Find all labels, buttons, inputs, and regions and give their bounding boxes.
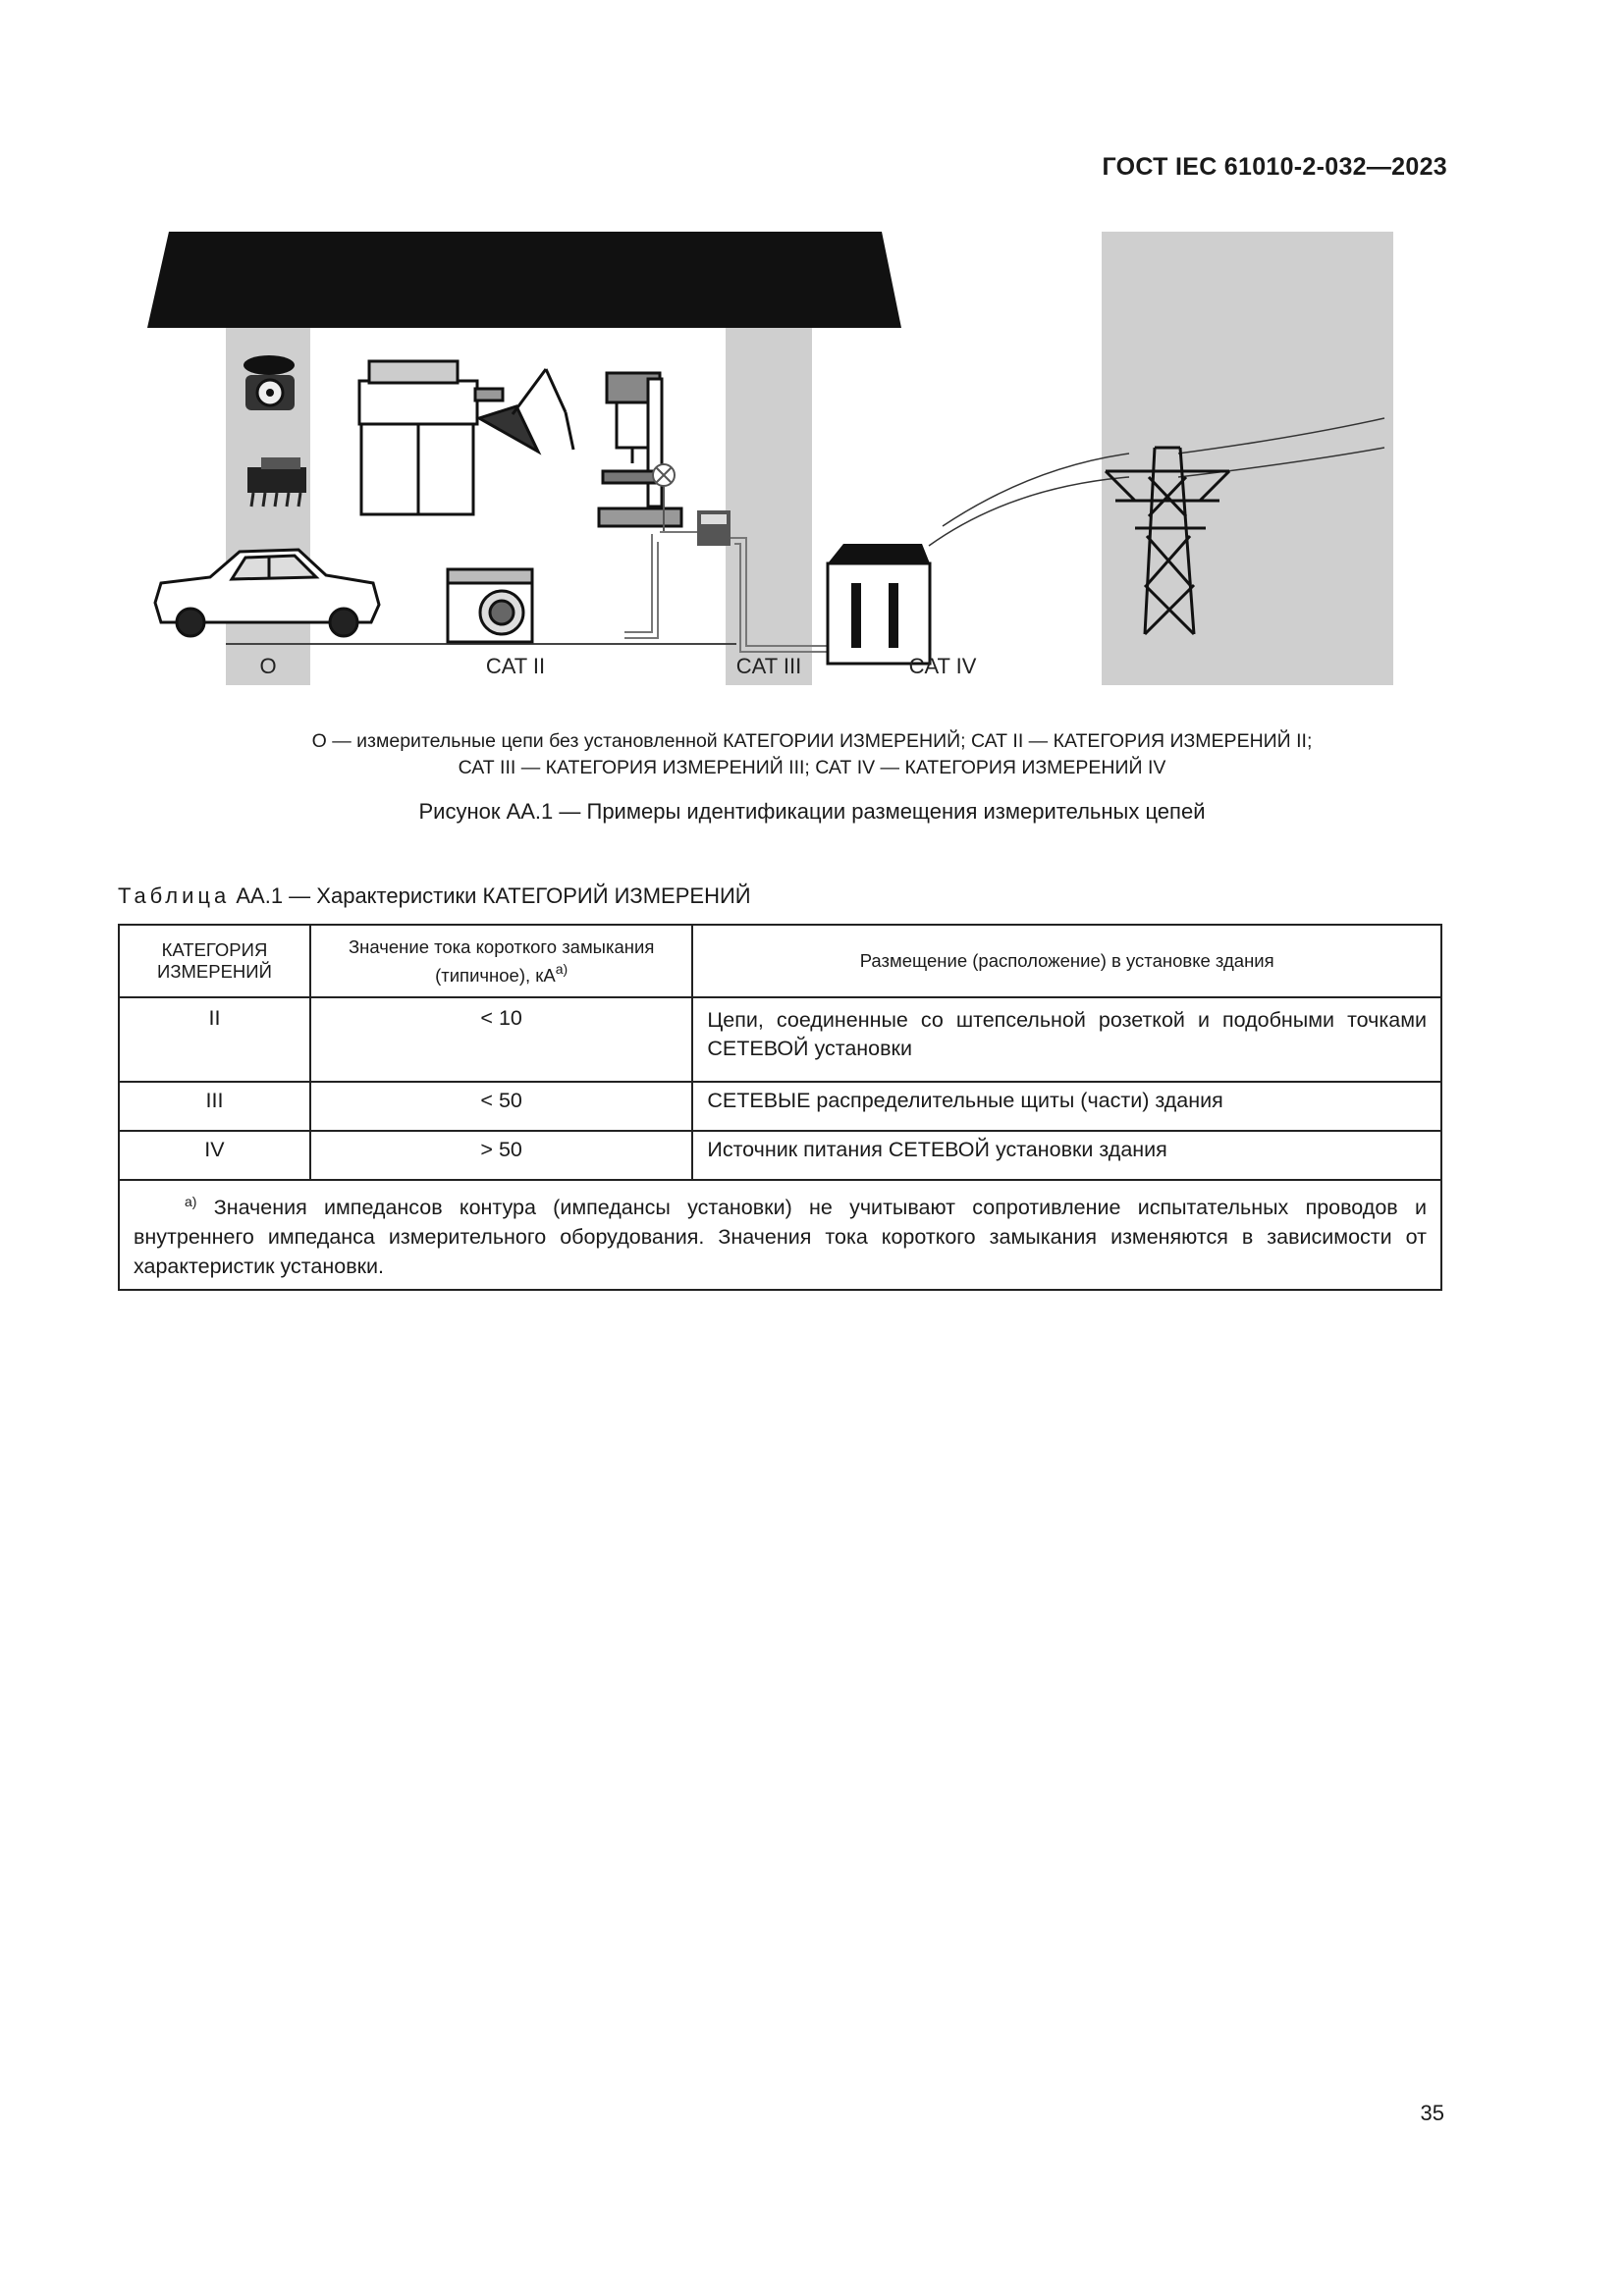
header-current: Значение тока короткого замыкания (типичное), $кА^{а)}$ [310, 925, 692, 997]
footnote-mark: а) [185, 1194, 197, 1209]
cell-current: < 10 [310, 997, 692, 1082]
telephone-icon [244, 355, 295, 410]
header-current-note-mark: а) [555, 960, 568, 977]
table-row [119, 1131, 1441, 1180]
lamp-icon [479, 369, 573, 452]
figure-caption: Рисунок АА.1 — Примеры идентификации размещения измерительных цепей [418, 799, 1206, 824]
cell-current: < 50 [310, 1082, 692, 1131]
figure-legend-line-1: О — измерительные цепи без установленной КАТЕГОРИИ ИЗМЕРЕНИЙ; САТ II — КАТЕГОРИЯ ИЗМЕРЕНИЙ II; [311, 730, 1313, 752]
header-location: Размещение (расположение) в установке здания [692, 925, 1441, 997]
zone-label-cat2: CAT II [485, 654, 546, 678]
cell-category: III [119, 1082, 310, 1131]
washing-machine-icon [448, 569, 532, 642]
transformer-substation-icon [828, 544, 930, 664]
cell-category: II [119, 997, 310, 1082]
table-header-row [119, 925, 1441, 997]
cell-location: Источник питания СЕТЕВОЙ установки здания [692, 1131, 1441, 1180]
car-icon [155, 550, 379, 636]
table-caption-text: АА.1 — Характеристики КАТЕГОРИЙ ИЗМЕРЕНИЙ [230, 883, 751, 908]
zone-label-cat4: CAT IV [908, 654, 977, 678]
table-row [119, 997, 1441, 1082]
table-footnote [119, 1180, 1441, 1290]
cell-current: > 50 [310, 1131, 692, 1180]
measurement-categories-figure [147, 232, 1394, 695]
zone-label-cat3: CAT III [735, 654, 802, 678]
header-category: КАТЕГОРИЯ ИЗМЕРЕНИЙ [119, 925, 310, 997]
table-caption-prefix: Таблица [118, 883, 231, 908]
page-number: 35 [1420, 2101, 1444, 2125]
zone-label-o: O [259, 654, 277, 678]
drill-press-icon [599, 373, 681, 526]
footnote-text: Значения импедансов контура (импедансы установки) не учитывают сопротивление испытательных проводов и внутреннего импеданса измерительного оборудования. Значения тока короткого замыкания изменяются в зависимости от характеристик установки. [134, 1196, 1427, 1278]
zone-cat3-background [726, 328, 812, 685]
table-footnote-row [119, 1180, 1441, 1290]
wiring-lines [624, 532, 854, 652]
cell-location: Цепи, соединенные со штепсельной розеткой и подобными точками СЕТЕВОЙ установки [692, 997, 1441, 1082]
table-caption [118, 883, 751, 909]
distribution-panel-icon [697, 510, 731, 546]
figure-legend [0, 728, 1624, 781]
table-row [119, 1082, 1441, 1131]
measurement-categories-table [118, 924, 1442, 1291]
document-header-title: ГОСТ IEC 61010-2-032—2023 [1102, 153, 1447, 181]
house-roof [147, 232, 901, 328]
figure-legend-line-2: САТ III — КАТЕГОРИЯ ИЗМЕРЕНИЙ III; САТ IV — КАТЕГОРИЯ ИЗМЕРЕНИЙ IV [458, 757, 1166, 778]
cell-location: СЕТЕВЫЕ распределительные щиты (части) здания [692, 1082, 1441, 1131]
cell-category: IV [119, 1131, 310, 1180]
copier-icon [359, 361, 503, 514]
